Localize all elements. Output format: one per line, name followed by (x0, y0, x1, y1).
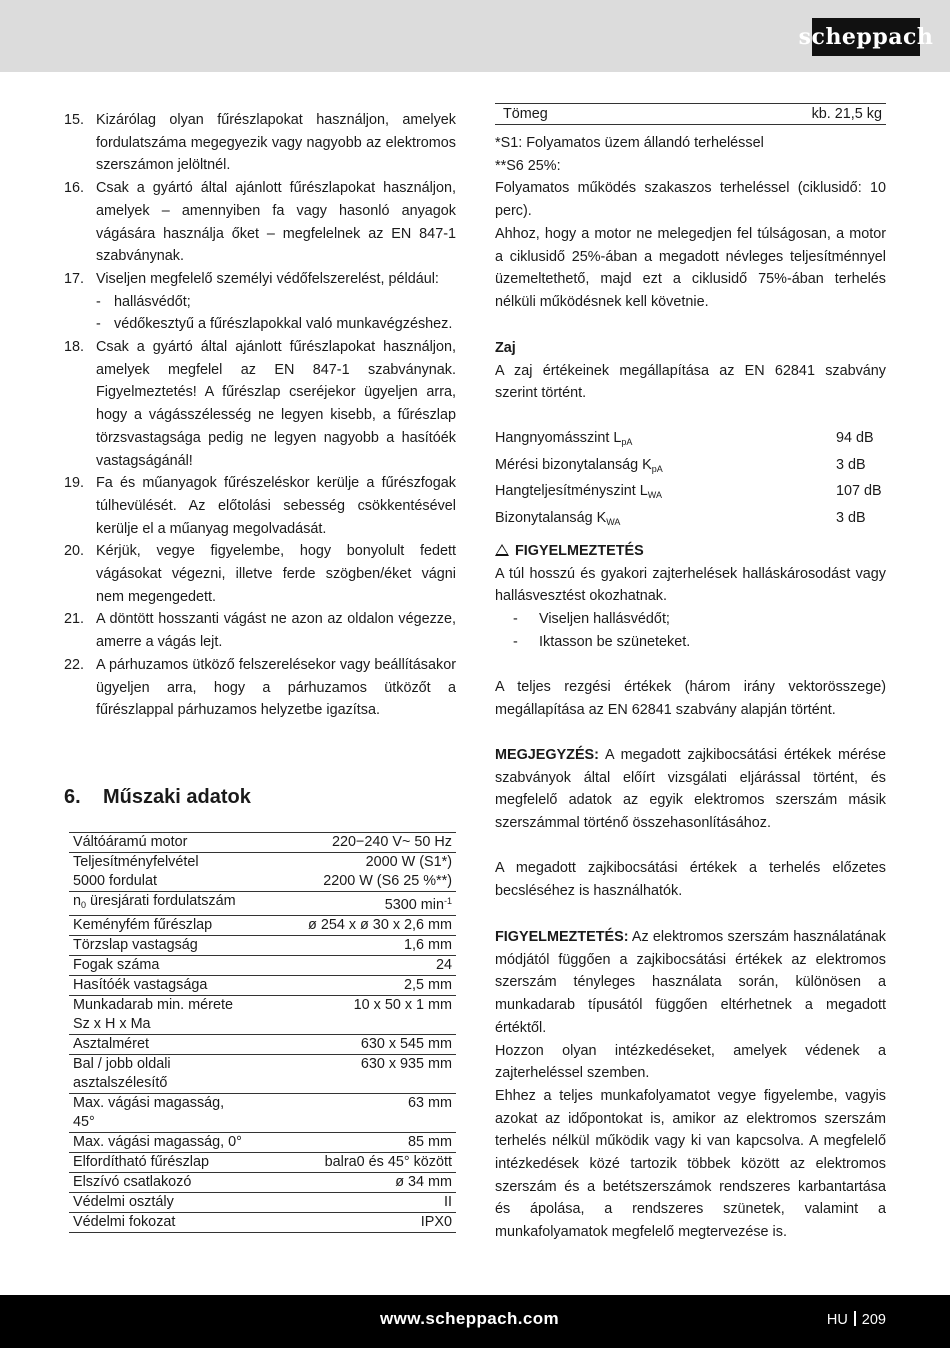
weight-label: Tömeg (503, 106, 548, 122)
dash: - (96, 316, 101, 333)
noise-label-subscript: pA (651, 463, 663, 474)
item-number: 17. (64, 270, 85, 287)
spec-value: ø 254 x ø 30 x 2,6 mm (277, 916, 456, 936)
list-item (64, 472, 456, 540)
spec-value: 24 (277, 956, 456, 976)
noise-intro: A zaj értékeinek megállapítása az EN 62841 szabvány szerint történt. (495, 362, 886, 402)
subitem-text: védőkesztyű a fűrészlapokkal való munkavégzéshez. (114, 316, 453, 333)
spec-row (69, 1213, 456, 1233)
noise-label-subscript: WA (647, 490, 662, 501)
spec-row (69, 1153, 456, 1173)
spec-value: 63 mm (277, 1094, 456, 1133)
spec-row (69, 1173, 456, 1193)
item-text: A párhuzamos ütköző felszerelésekor vagy beállításakor ügyeljen arra, hogy a párhuzamos ütközőt a fűrészlappal párhuzamos helyzetbe igazítsa. (96, 656, 456, 719)
spec-label: Fogak száma (69, 956, 277, 976)
noise-value: 3 dB (836, 456, 866, 473)
s6-body2: Ahhoz, hogy a motor ne melegedjen fel túlságosan, a motor a ciklusidő 25%-ában a megadott névleges teljesítménnyel üzemeltethető, majd ezt a ciklusidő 75%-ában terhelés nélküli működésnek kell követnie. (495, 225, 886, 310)
spec-row (69, 1055, 456, 1094)
note-text: A megadott zajkibocsátási értékek mérése szabványok által előírt vizsgálati eljárással történt, és megfelelő adatok az egyik elektromos szerszám másik szerszámmal történő összehasonlításához. (495, 747, 886, 832)
spec-label: Max. vágási magasság, 0° (69, 1133, 277, 1153)
spec-row (69, 853, 456, 892)
spec-label: Hasítóék vastagsága (69, 976, 277, 996)
item-text: Kérjük, vegye figyelembe, hogy bonyolult fedett vágásokat végezni, illetve ferde szögben/éket vágni nem megengedett. (96, 543, 456, 605)
noise-row (495, 427, 886, 454)
noise-label (495, 507, 620, 534)
noise-section (495, 337, 886, 405)
spec-row (69, 936, 456, 956)
spec-value: IPX0 (277, 1213, 456, 1233)
spec-label: Védelmi osztály (69, 1193, 277, 1213)
spec-value: II (277, 1193, 456, 1213)
subitem-text: hallásvédőt; (114, 293, 191, 310)
warning-title: FIGYELMEZTETÉS (515, 543, 644, 559)
s6-body: Folyamatos működés szakaszos terheléssel (ciklusidő: 10 perc). (495, 180, 886, 220)
spec-label: Törzslap vastagság (69, 936, 277, 956)
item-text: Csak a gyártó által ajánlott fűrészlapokat használjon, amelyek megfelel az EN 847-1 szabványnak. Figyelmeztetés! A fűrészlap cseréjekor ügyeljen arra, hogy a vágásszélesség ne legyen kisebb, a fűrészlap törzsvastagsága pedig ne legyen nagyobb a hasítóék vastagságánál! (96, 339, 456, 469)
safety-list (64, 109, 456, 722)
language-code: HU (826, 1312, 848, 1328)
item-number: 21. (64, 611, 85, 628)
item-number: 20. (64, 543, 85, 560)
note-label: MEGJEGYZÉS: (495, 747, 599, 763)
warning2-p3: Ehhez a teljes munkafolyamatot vegye figyelembe, vagyis azokat az időpontokat is, amikor az elektromos szerszám terhelés nélkül működik vagy ki van kapcsolva. A megfelelő intézkedések közé tartozik többek között az elektromos szerszám és a betétszerszámok rendszeres karbantartása és ápolása, a rendszeres szünetek, valamint a munkafolyamatok megfelelő megtervezése is. (495, 1087, 886, 1241)
estimate-text: A megadott zajkibocsátási értékek a terhelés előzetes becsléséhez is használhatók. (495, 860, 886, 899)
warning2-section (495, 926, 886, 1244)
list-subitem (64, 291, 456, 314)
spec-label: Elfordítható fűrészlap (69, 1153, 277, 1173)
item-text: Csak a gyártó által ajánlott fűrészlapokat használjon, amelyek – amennyiben fa vagy hasonló anyagok vágására használja őket – megfelelnek az EN 847-1 szabványnak. (96, 180, 456, 265)
noise-title: Zaj (495, 340, 516, 356)
item-number: 19. (64, 475, 85, 492)
spec-label: Teljesítményfelvétel 5000 fordulat (69, 853, 277, 892)
spec-row (69, 1133, 456, 1153)
section-number: 6. (64, 786, 81, 808)
spec-value: 1,6 mm (277, 936, 456, 956)
note-paragraph (495, 744, 886, 835)
spec-row (69, 956, 456, 976)
spec-value: 2000 W (S1*) 2200 W (S6 25 %**) (277, 853, 456, 892)
warning-text: A túl hosszú és gyakori zajterhelések halláskárosodást vagy hallásvesztést okozhatnak. (495, 565, 886, 605)
dash: - (96, 293, 101, 310)
footer-url: www.scheppach.com (380, 1309, 560, 1328)
warning-item: Iktasson be szüneteket. (539, 633, 691, 650)
scheppach-logo: scheppach (812, 18, 920, 56)
noise-label-text: Bizonytalanság K (495, 510, 607, 527)
list-item (64, 654, 456, 722)
spec-row (69, 1094, 456, 1133)
section-heading (64, 786, 251, 809)
list-item: - Viseljen hallásvédőt; (495, 608, 886, 631)
warning-item: Viseljen hallásvédőt; (539, 611, 670, 628)
spec-row (69, 916, 456, 936)
list-subitem (64, 313, 456, 336)
item-number: 16. (64, 180, 85, 197)
noise-table (495, 427, 886, 534)
spec-value: 85 mm (277, 1133, 456, 1153)
spec-value: 5300 $\min^{-1}$ (277, 892, 456, 916)
noise-row (495, 454, 886, 481)
spec-row (69, 833, 456, 853)
noise-label (495, 480, 662, 507)
spec-value: 630 x 545 mm (277, 1035, 456, 1055)
list-item: - Iktasson be szüneteket. (495, 631, 886, 654)
item-number: 22. (64, 656, 85, 673)
spec-row (69, 892, 456, 916)
noise-label-subscript: WA (606, 517, 621, 528)
warning2-label: FIGYELMEZTETÉS: (495, 929, 629, 945)
spec-label: Elszívó csatlakozó (69, 1173, 277, 1193)
spec-table (69, 832, 456, 1233)
weight-row (495, 103, 886, 125)
noise-label (495, 427, 632, 454)
spec-value: 2,5 mm (277, 976, 456, 996)
list-item (64, 608, 456, 653)
warning2-p2: Hozzon olyan intézkedéseket, amelyek védenek a zajterheléssel szemben. (495, 1042, 886, 1082)
spec-label: Max. vágási magasság, 45° (69, 1094, 277, 1133)
section-title: Műszaki adatok (103, 786, 251, 808)
spec-value: 10 x 50 x 1 mm (277, 996, 456, 1035)
list-item (64, 540, 456, 608)
warning-icon (495, 544, 509, 556)
noise-value: 94 dB (836, 430, 874, 446)
noise-label-text: Mérési bizonytalanság K (495, 456, 652, 473)
noise-label-subscript: pA (621, 437, 633, 447)
spec-label: Bal / jobb oldali asztalszélesítő (69, 1055, 277, 1094)
list-item (64, 336, 456, 472)
s1-note: *S1: Folyamatos üzem állandó terheléssel (495, 135, 764, 151)
spec-label: Munkadarab min. mérete Sz x H x Ma (69, 996, 277, 1035)
spec-label: Váltóáramú motor (69, 833, 277, 853)
item-text: Fa és műanyagok fűrészeléskor kerülje a fűrészfogak túlhevülését. Az előtolási sebesség csökkentésével kerülje el a műanyag megolvadását. (96, 475, 456, 537)
spec-value: 630 x 935 mm (277, 1055, 456, 1094)
list-item (64, 268, 456, 291)
noise-value: 3 dB (836, 510, 866, 527)
spec-value: balra0 és 45° között (277, 1153, 456, 1173)
duty-notes (495, 132, 886, 314)
item-text: A döntött hosszanti vágást ne azon az oldalon végezze, amerre a vágás lejt. (96, 611, 456, 651)
spec-value: ø 34 mm (277, 1173, 456, 1193)
item-text: Kizárólag olyan fűrészlapokat használjon, amelyek fordulatszáma megegyezik vagy nagyobb az elektromos szerszámon jelöltnél. (96, 112, 456, 174)
noise-label-text: Hangteljesítményszint L (495, 483, 648, 500)
page-number: 209 (861, 1312, 886, 1328)
noise-row (495, 480, 886, 507)
spec-label: Asztalméret (69, 1035, 277, 1055)
noise-row (495, 507, 886, 534)
noise-value: 107 dB (836, 483, 882, 500)
list-item (64, 177, 456, 268)
header-bar (0, 0, 950, 72)
item-text: Viseljen megfelelő személyi védőfelszerelést, például: (96, 270, 439, 287)
spec-label: Védelmi fokozat (69, 1213, 277, 1233)
footer-bar (0, 1295, 950, 1348)
vibration-text: A teljes rezgési értékek (három irány vektorösszege) megállapítása az EN 62841 szabvány alapján történt. (495, 679, 886, 718)
spec-row (69, 996, 456, 1035)
spec-value: 220−240 V~ 50 Hz (277, 833, 456, 853)
list-item (64, 109, 456, 177)
weight-value: kb. 21,5 kg (811, 106, 882, 122)
item-number: 18. (64, 339, 85, 356)
item-number: 15. (64, 112, 85, 128)
s6-head: **S6 25%: (495, 157, 561, 174)
spec-row (69, 1193, 456, 1213)
warning-section (495, 540, 886, 654)
spec-row (69, 976, 456, 996)
spec-label: Keményfém fűrészlap (69, 916, 277, 936)
spec-row (69, 1035, 456, 1055)
noise-label (495, 454, 663, 481)
warning2-text: Az elektromos szerszám használatának módjától függően a zajkibocsátási értékek az elektromos szerszám tényleges használata során, különösen a munkadarab típusától függően eltérhetnek a megadott értéktől. (495, 929, 886, 1036)
noise-label-text: Hangnyomásszint L (495, 430, 622, 446)
spec-label: $n_0$ üresjárati fordulatszám (69, 892, 277, 916)
page-indicator (827, 1311, 886, 1328)
